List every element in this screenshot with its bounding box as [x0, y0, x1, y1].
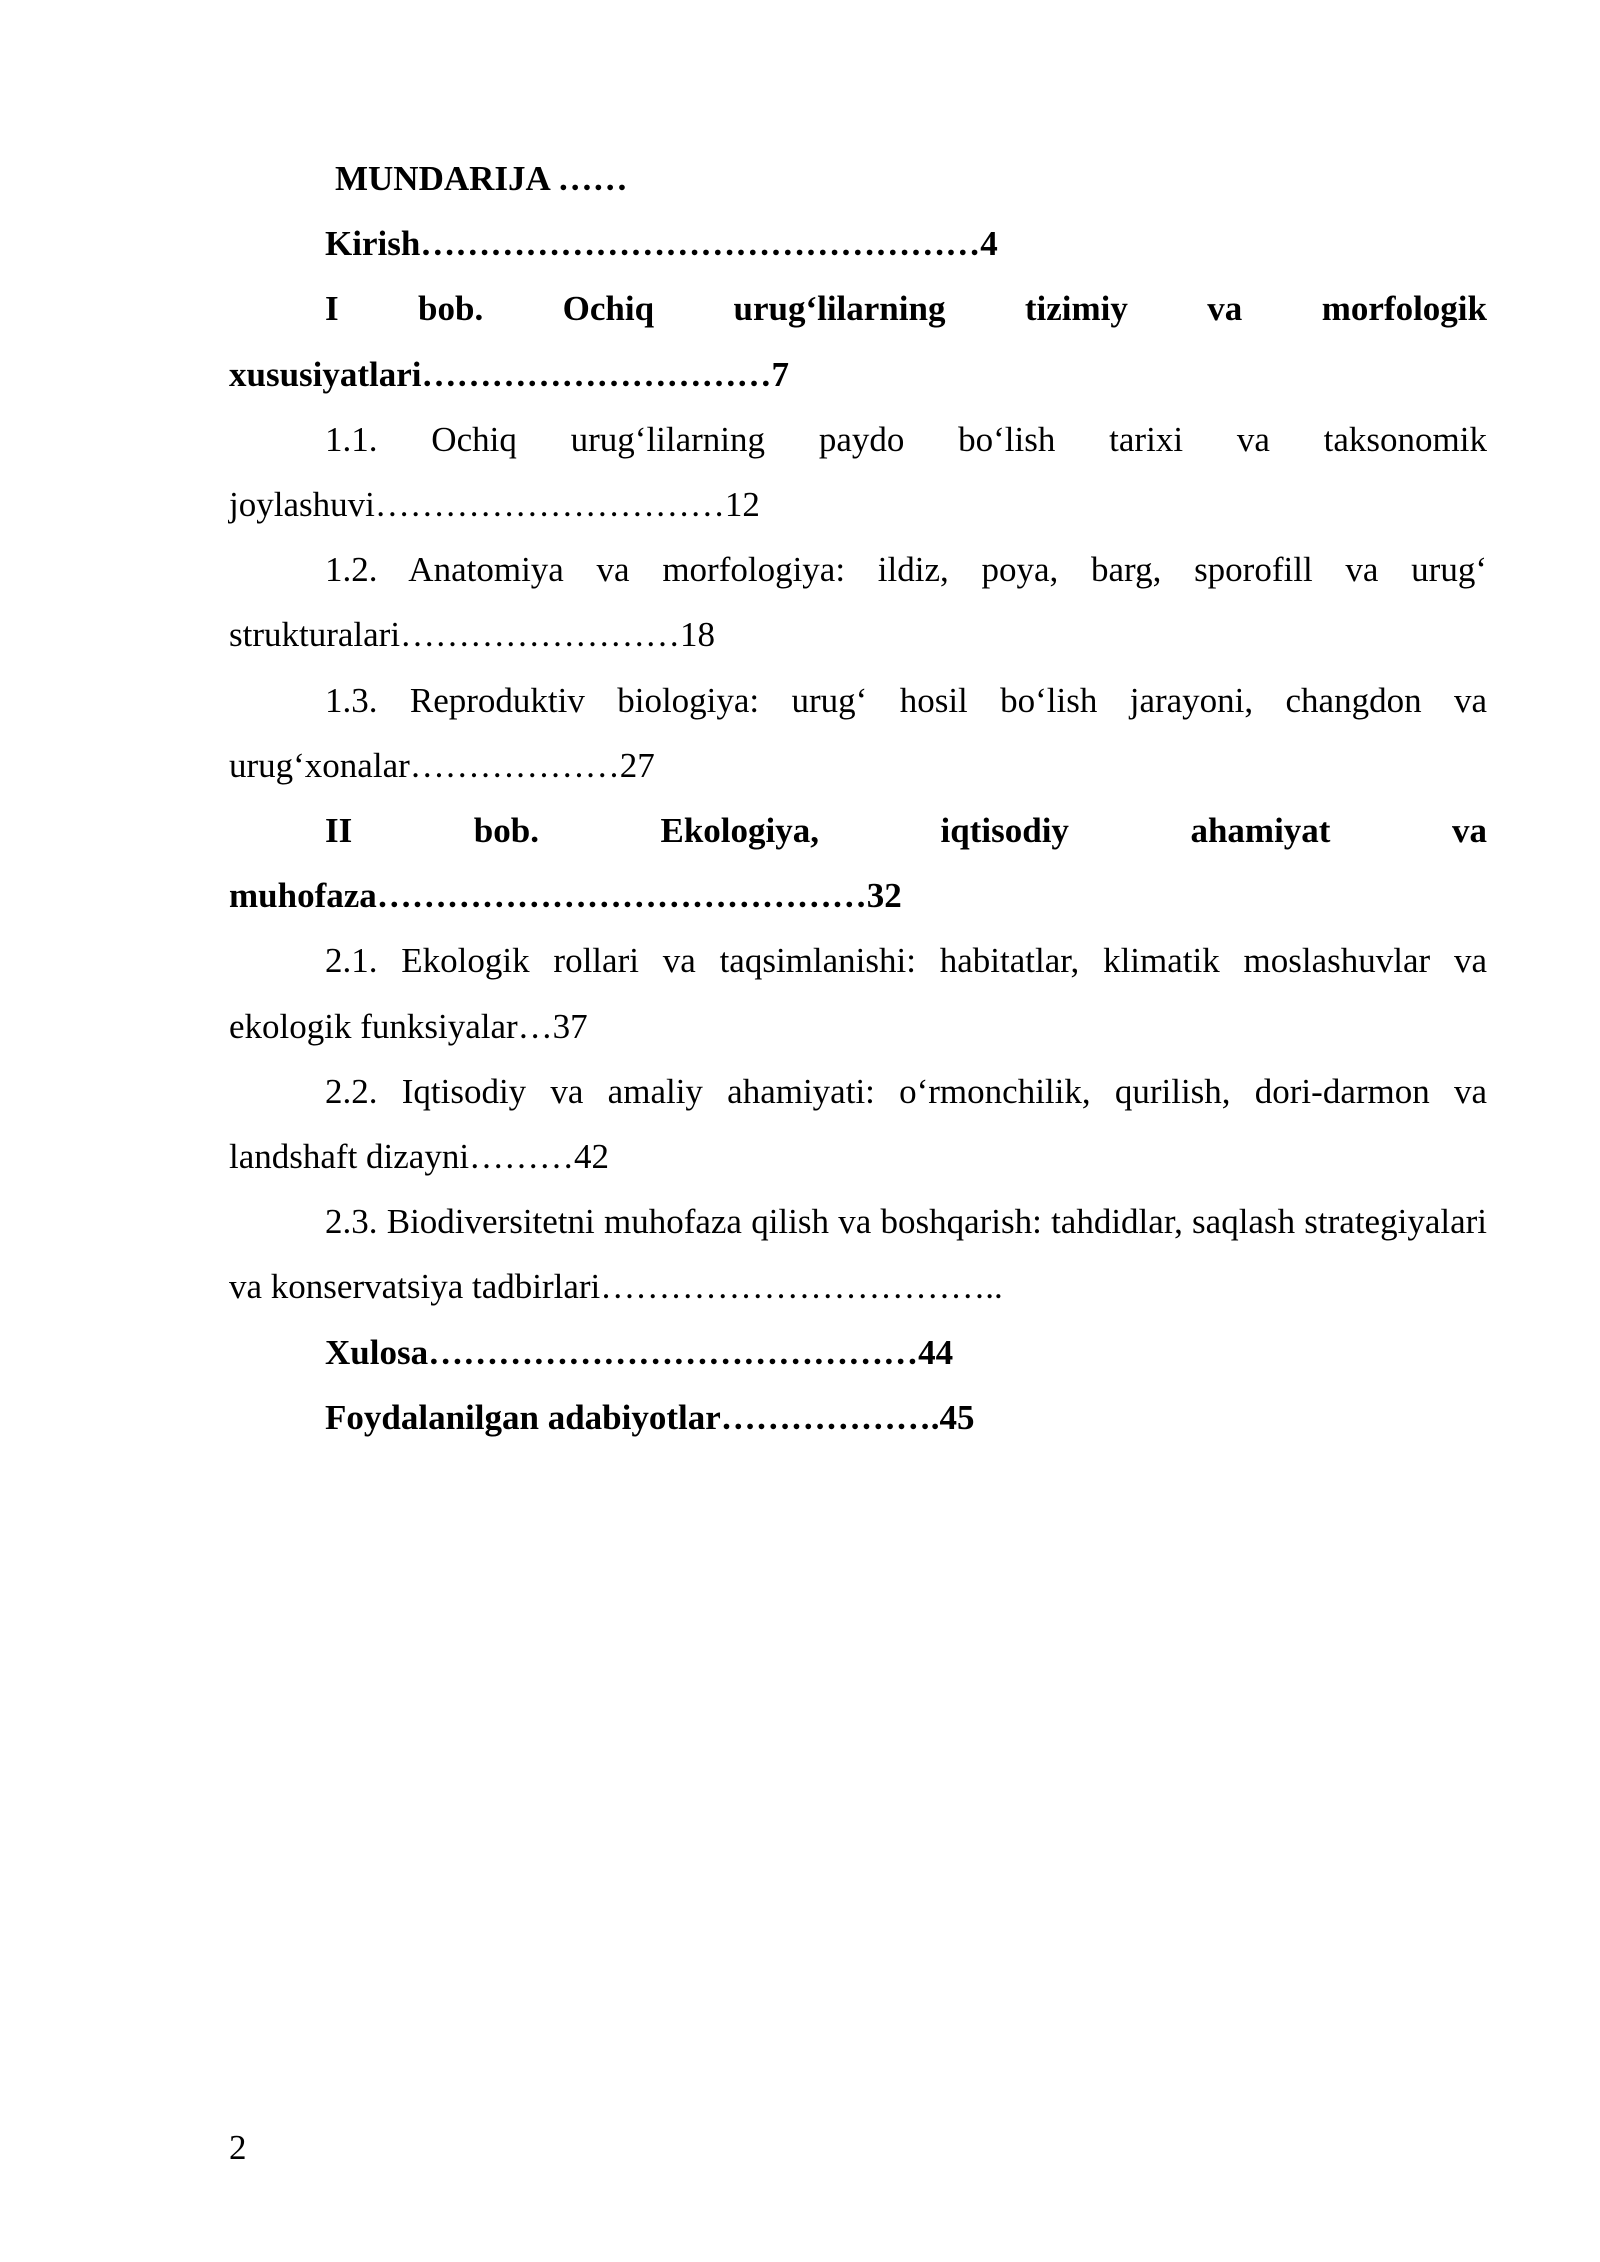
toc-entry-section-1-2: 1.2. Anatomiya va morfologiya: ildiz, poya, barg, sporofill va urug‘ strukturalari……………………18 — [229, 550, 1487, 655]
toc-entry-introduction: Kirish…………………………………………4 — [325, 224, 998, 264]
page-number: 2 — [229, 2128, 247, 2167]
toc-entry-section-2-3: 2.3. Biodiversitetni muhofaza qilish va boshqarish: tahdidlar, saqlash strategiyalari va konservatsiya tadbirlari…………………………….. — [229, 1202, 1487, 1307]
toc-entry-chapter-1: I bob. Ochiq urug‘lilarning tizimiy va morfologik xususiyatlari…………………………7 — [229, 289, 1487, 394]
toc-entry-section-1-3: 1.3. Reproduktiv biologiya: urug‘ hosil bo‘lish jarayoni, changdon va urug‘xonalar………………27 — [229, 680, 1487, 785]
toc-entry-conclusion: Xulosa……………………………………44 — [325, 1332, 954, 1372]
toc-entry-section-2-1: 2.1. Ekologik rollari va taqsimlanishi: habitatlar, klimatik moslashuvlar va ekologik funksiyalar…37 — [229, 941, 1487, 1046]
table-of-contents — [229, 146, 1487, 1450]
toc-entry-section-1-1: 1.1. Ochiq urug‘lilarning paydo bo‘lish tarixi va taksonomik joylashuvi…………………………12 — [229, 419, 1487, 525]
toc-title: MUNDARIJA …… — [335, 159, 628, 198]
toc-entry-chapter-2: II bob. Ekologiya, iqtisodiy ahamiyat va muhofaza……………………………………32 — [229, 811, 1487, 916]
toc-entry-references: Foydalanilgan adabiyotlar……………….45 — [325, 1397, 975, 1437]
toc-entry-section-2-2: 2.2. Iqtisodiy va amaliy ahamiyati: o‘rmonchilik, qurilish, dori-darmon va landshaft dizayni………42 — [229, 1071, 1487, 1177]
